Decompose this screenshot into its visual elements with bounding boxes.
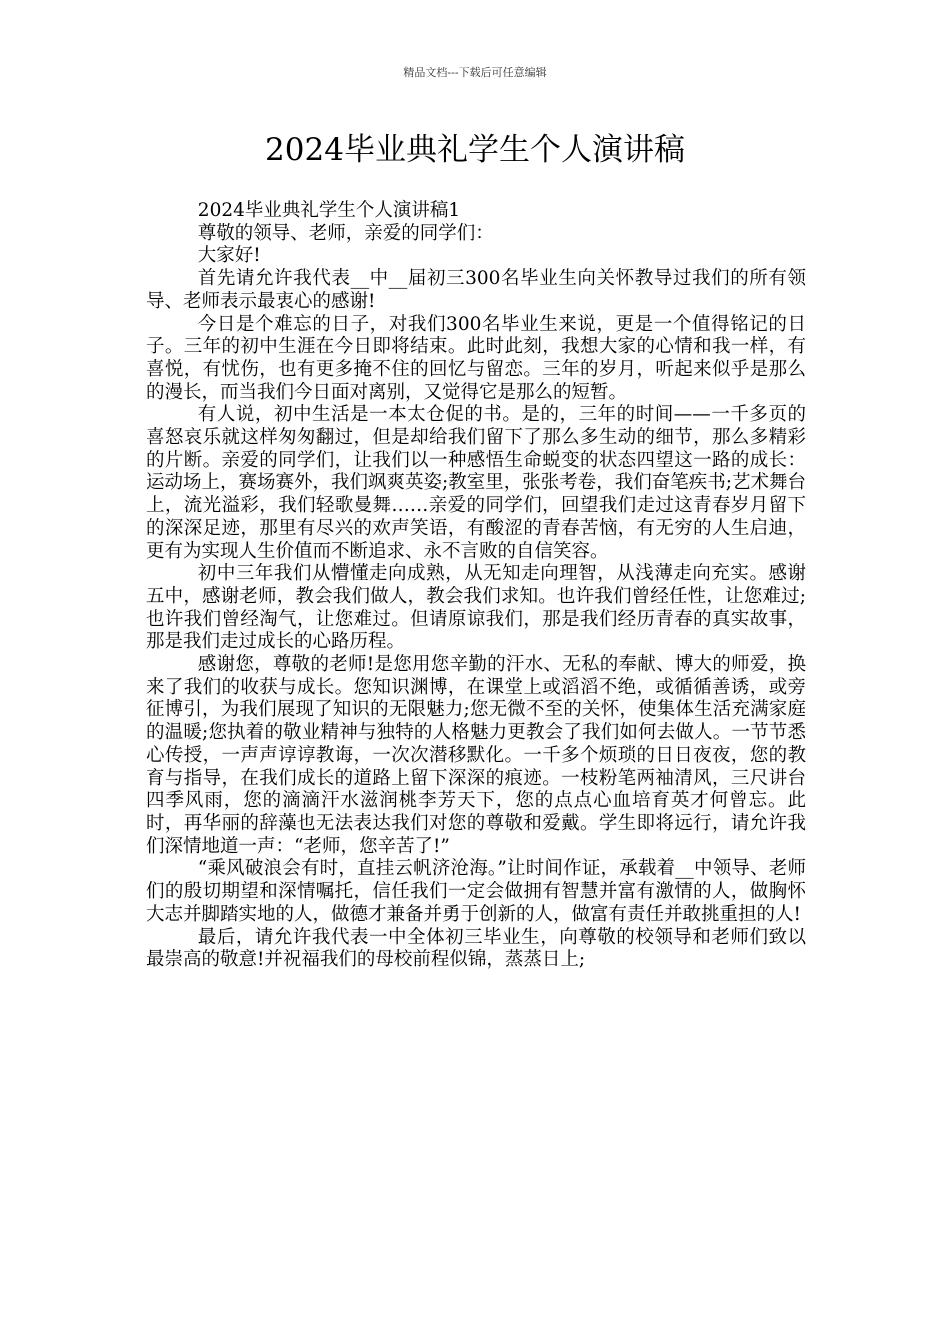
body-paragraph: 最后，请允许我代表一中全体初三毕业生，向尊敬的校领导和老师们致以最崇高的敬意!并祝福我们的母校前程似锦，蒸蒸日上; — [146, 926, 806, 971]
body-paragraph: 感谢您，尊敬的老师!是您用您辛勤的汗水、无私的奉献、博大的师爱，换来了我们的收获与成长。您知识渊博，在课堂上或滔滔不绝，或循循善诱，或旁征博引，为我们展现了知识的无限魅力;您无微不至的关怀，使集体生活充满家庭的温暖;您执着的敬业精神与独特的人格魅力更教会了我们如何去做人。一节节悉心传授，一声声谆谆教诲，一次次潜移默化。一千多个烦琐的日日夜夜，您的教育与指导，在我们成长的道路上留下深深的痕迹。一枝粉笔两袖清风，三尺讲台四季风雨，您的滴滴汗水滋润桃李芳天下，您的点点心血培育英才何曾忘。此时，再华丽的辞藻也无法表达我们对您的尊敬和爱戴。学生即将远行，请允许我们深情地道一声：“老师，您辛苦了!” — [146, 654, 806, 857]
subtitle-paragraph: 2024毕业典礼学生个人演讲稿1 — [197, 200, 461, 221]
body-paragraph: 首先请允许我代表__中__届初三300名毕业生向关怀教导过我们的所有领导、老师表示最衷心的感谢! — [146, 268, 806, 312]
body-paragraph: 今日是个难忘的日子，对我们300名毕业生来说，更是一个值得铭记的日子。三年的初中生涯在今日即将结束。此时此刻，我想大家的心情和我一样，有喜悦，有忧伤，也有更多掩不住的回忆与留恋。三年的岁月，听起来似乎是那么的漫长，而当我们今日面对离别，又觉得它是那么的短暂。 — [146, 313, 806, 403]
body-paragraph: “乘风破浪会有时，直挂云帆济沧海。”让时间作证，承载着__中领导、老师们的殷切期望和深情嘱托，信任我们一定会做拥有智慧并富有激情的人，做胸怀大志并脚踏实地的人，做德才兼备并勇于创新的人，做富有责任并敢挑重担的人! — [146, 858, 806, 925]
page-header-note: 精品文档---下载后可任意编辑 — [403, 66, 547, 79]
greeting-paragraph: 大家好! — [197, 245, 261, 267]
document-title: 2024毕业典礼学生个人演讲稿 — [265, 132, 685, 168]
document-body — [146, 200, 806, 972]
body-paragraph: 初中三年我们从懵懂走向成熟，从无知走向理智，从浅薄走向充实。感谢五中，感谢老师，教会我们做人，教会我们求知。也许我们曾经任性，让您难过;也许我们曾经淘气，让您难过。但请原谅我们，那是我们经历青春的真实故事，那是我们走过成长的心路历程。 — [146, 563, 806, 653]
salutation-paragraph: 尊敬的领导、老师，亲爱的同学们： — [197, 222, 494, 244]
body-paragraph: 有人说，初中生活是一本太仓促的书。是的，三年的时间——一千多页的喜怒哀乐就这样匆匆翻过，但是却给我们留下了那么多生动的细节，那么多精彩的片断。亲爱的同学们，让我们以一种感悟生命蜕变的状态四望这一路的成长：运动场上，赛场赛外，我们飒爽英姿;教室里，张张考卷，我们奋笔疾书;艺术舞台上，流光溢彩，我们轻歌曼舞……亲爱的同学们，回望我们走过这青春岁月留下的深深足迹，那里有尽兴的欢声笑语，有酸涩的青春苦恼，有无穷的人生启迪，更有为实现人生价值而不断追求、永不言败的自信笑容。 — [146, 404, 806, 562]
